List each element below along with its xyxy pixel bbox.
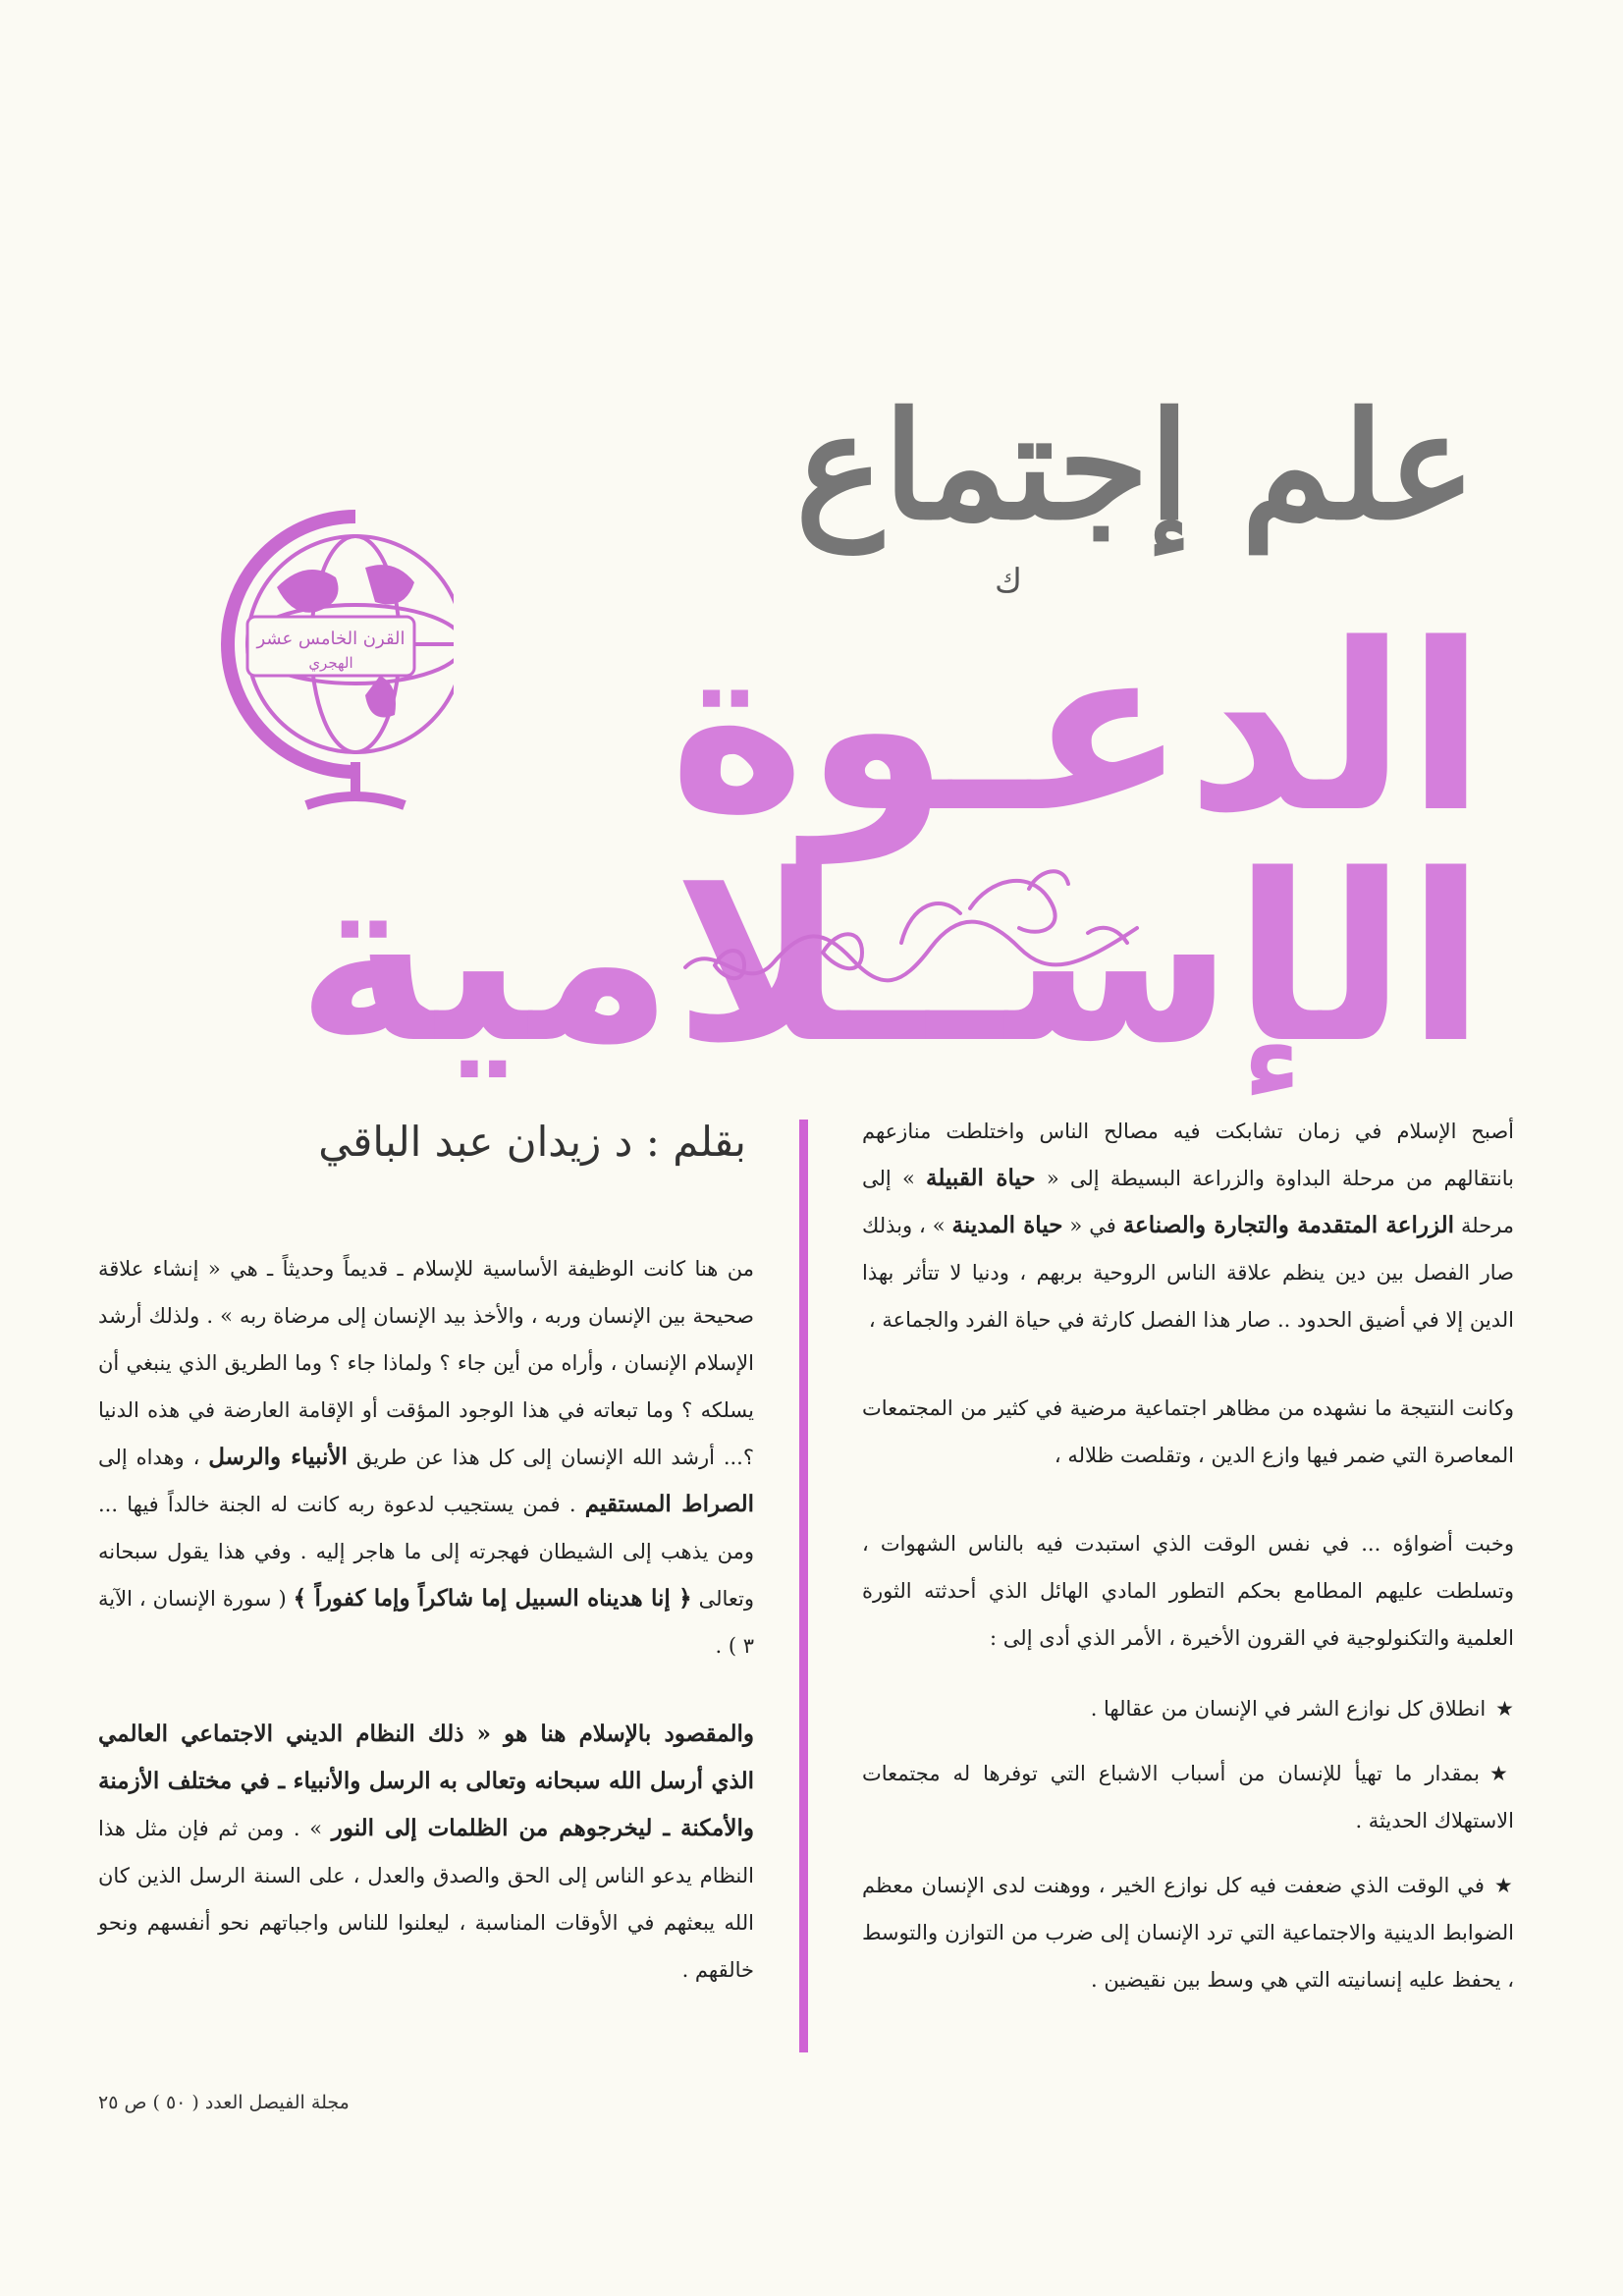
- title-line-1: الدعـوة: [669, 595, 1486, 863]
- arabesque-ornament: [676, 849, 1147, 1007]
- paragraph: والمقصود بالإسلام هنا هو « ذلك النظام الديني الاجتماعي العالمي الذي أرسل الله سبحانه وتعالى به الرسل والأنبياء ـ في مختلف الأزمنة والأمكنة ـ ليخرجوهم من الظلمات إلى النور » . ومن ثم فإن مثل هذا النظام يدعو الناس إلى الحق والصدق والعدل ، على السنة الرسل الذين كان الله يبعثهم في الأوقات المناسبة ، ليعلنوا للناس واجباتهم نحو أنفسهم ونحو خالقهم .: [98, 1721, 754, 1982]
- section-kicker: علم إجتماع: [795, 380, 1476, 553]
- star-icon: ★: [1488, 1762, 1515, 1785]
- author-byline: بقلم : د زيدان عبد الباقي: [318, 1118, 746, 1166]
- globe-caption-2: الهجري: [308, 654, 353, 672]
- globe-emblem: [208, 499, 454, 823]
- left-column: [98, 1245, 754, 2035]
- star-icon: ★: [1495, 1697, 1514, 1721]
- page-footer: مجلة الفيصل العدد ( ٥٠ ) ص ٢٥: [98, 2092, 350, 2113]
- title-line-2: الإســلامية: [296, 826, 1486, 1094]
- paragraph: من هنا كانت الوظيفة الأساسية للإسلام ـ قديماً وحديثاً ـ هي « إنشاء علاقة صحيحة بين الإنسان وربه ، والأخذ بيد الإنسان إلى مرضاة ربه » . ولذلك أرشد الإسلام الإنسان ، وأراه من أين جاء ؟ ولماذا جاء ؟ وما الطريق الذي ينبغي أن يسلكه ؟ وما تبعاته في هذا الوجود المؤقت أو الإقامة العارضة في هذه الدنيا ؟... أرشد الله الإنسان إلى كل هذا عن طريق الأنبياء والرسل ، وهداه إلى الصراط المستقيم . فمن يستجيب لدعوة ربه كانت له الجنة خالداً فيها ... ومن يذهب إلى الشيطان فهجرته إلى ما هاجر إليه . وفي هذا يقول سبحانه وتعالى ﴿ إنا هديناه السبيل إما شاكراً وإما كفوراً ﴾ ( سورة الإنسان ، الآية ٣ ) .: [98, 1257, 754, 1658]
- list-item: ★في الوقت الذي ضعفت فيه كل نوازع الخير ، ووهنت لدى الإنسان معظم الضوابط الدينية والاجتماعية التي ترد الإنسان إلى ضرب من التوازن والتوسط ، يحفظ عليه إنسانيته التي هي وسط بين نقيضين .: [862, 1874, 1515, 1992]
- paragraph: أصبح الإسلام في زمان تشابكت فيه مصالح الناس واختلطت منازعهم بانتقالهم من مرحلة البداوة والزراعة البسيطة إلى « حياة القبيلة » إلى مرحلة الزراعة المتقدمة والتجارة والصناعة في « حياة المدينة » ، وبذلك صار الفصل بين دين ينظم علاقة الناس الروحية بربهم ، ودنيا لا تتأثر بهذا الدين إلا في أضيق الحدود .. صار هذا الفصل كارثة في حياة الفرد والجماعة ،: [862, 1120, 1515, 1332]
- right-column: [862, 1108, 1514, 2021]
- kicker-ornament: ﻙ: [994, 562, 1022, 601]
- paragraph: وخبت أضواؤه ... في نفس الوقت الذي استبدت فيه بالناس الشهوات ، وتسلطت عليهم المطامع بحكم التطور المادي الهائل الذي أحدثته الثورة العلمية والتكنولوجية في القرون الأخيرة ، الأمر الذي أدى إلى :: [862, 1532, 1514, 1650]
- paragraph: وكانت النتيجة ما نشهده من مظاهر اجتماعية مرضية في كثير من المجتمعات المعاصرة التي ضمر فيها وازع الدين ، وتقلصت ظلاله ،: [862, 1396, 1514, 1467]
- bullet-list: [862, 1685, 1514, 2003]
- list-item: ★انطلاق كل نوازع الشر في الإنسان من عقالها .: [1090, 1697, 1514, 1721]
- column-divider: [799, 1120, 808, 2052]
- star-icon: ★: [1493, 1874, 1515, 1897]
- globe-caption-1: القرن الخامس عشر: [256, 629, 406, 649]
- list-item: ★بمقدار ما تهيأ للإنسان من أسباب الاشباع التي توفرها له مجتمعات الاستهلاك الحديثة .: [862, 1762, 1515, 1832]
